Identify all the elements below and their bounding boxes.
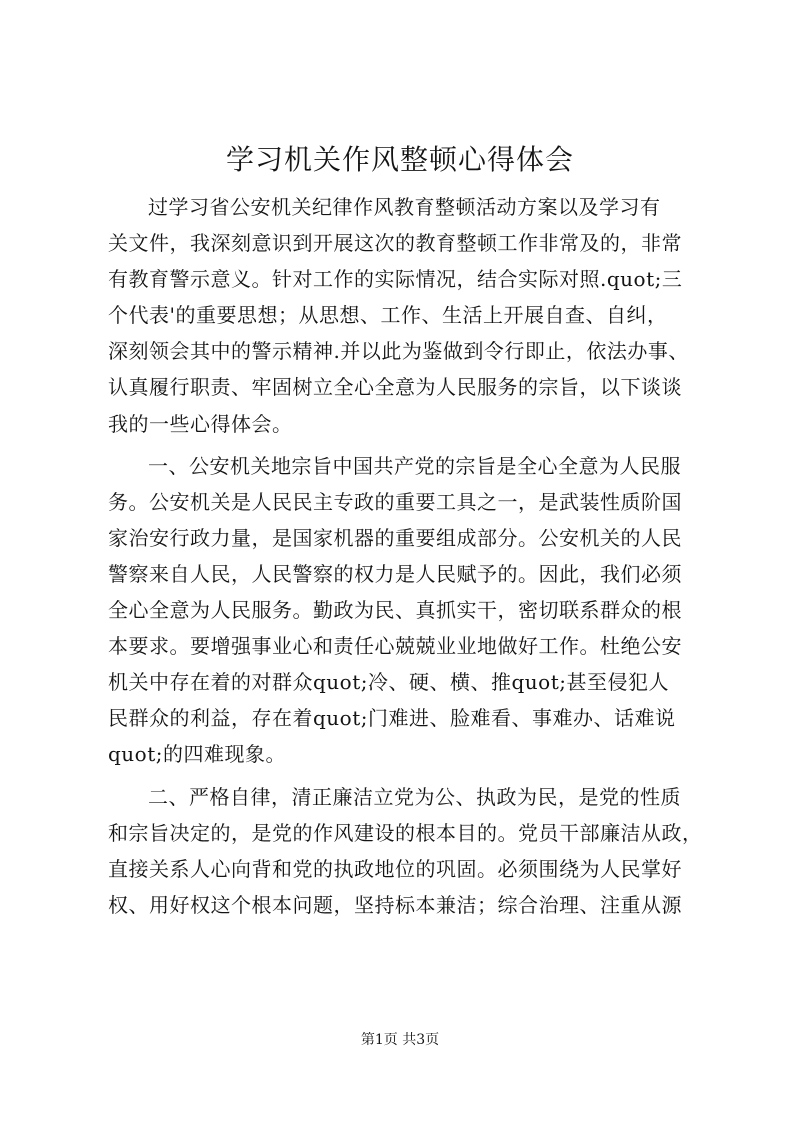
text-line: 务。公安机关是人民民主专政的重要工具之一，是武装性质阶国: [108, 489, 682, 514]
text-line: 我的一些心得体会。: [108, 411, 293, 436]
text-line: 和宗旨决定的，是党的作风建设的根本目的。党员干部廉洁从政，: [108, 820, 703, 845]
paragraph: [108, 448, 716, 773]
text-line: 直接关系人心向背和党的执政地位的巩固。必须围绕为人民掌好: [108, 856, 682, 881]
text-line: 全心全意为人民服务。勤政为民、真抓实干，密切联系群众的根: [108, 598, 682, 623]
text-line: 一、公安机关地宗旨中国共产党的宗旨是全心全意为人民服: [148, 453, 681, 478]
page-footer: 第1页 共3页: [360, 1032, 440, 1048]
page-title: 学习机关作风整顿心得体会: [225, 143, 574, 176]
text-line: 警察来自人民，人民警察的权力是人民赋予的。因此，我们必须: [108, 561, 682, 586]
text-line: 有教育警示意义。针对工作的实际情况，结合实际对照.quot;三: [108, 267, 683, 292]
document-body: [108, 189, 716, 923]
text-line: 过学习省公安机关纪律作风教育整顿活动方案以及学习有: [148, 195, 661, 219]
text-line: 深刻领会其中的警示精神.并以此为鉴做到令行即止，依法办事、: [108, 339, 689, 364]
text-line: 本要求。要增强事业心和责任心兢兢业业地做好工作。杜绝公安: [108, 634, 682, 659]
paragraph: [108, 189, 716, 442]
text-line: 家治安行政力量，是国家机器的重要组成部分。公安机关的人民: [108, 525, 682, 550]
text-line: 民群众的利益，存在着quot;门难进、脸难看、事难办、话难说: [108, 706, 676, 731]
text-line: 机关中存在着的对群众quot;冷、硬、横、推quot;甚至侵犯人: [108, 670, 669, 695]
text-line: quot;的四难现象。: [108, 742, 286, 767]
paragraph: [108, 779, 716, 923]
text-line: 权、用好权这个根本问题，坚持标本兼洁；综合治理、注重从源: [108, 892, 682, 917]
text-line: 二、严格自律，清正廉洁立党为公、执政为民，是党的性质: [148, 784, 681, 809]
text-line: 个代表'的重要思想；从思想、工作、生活上开展自查、自纠，: [108, 303, 668, 328]
text-line: 认真履行职责、牢固树立全心全意为人民服务的宗旨，以下谈谈: [108, 375, 682, 400]
text-line: 关文件，我深刻意识到开展这次的教育整顿工作非常及的，非常: [108, 231, 682, 256]
